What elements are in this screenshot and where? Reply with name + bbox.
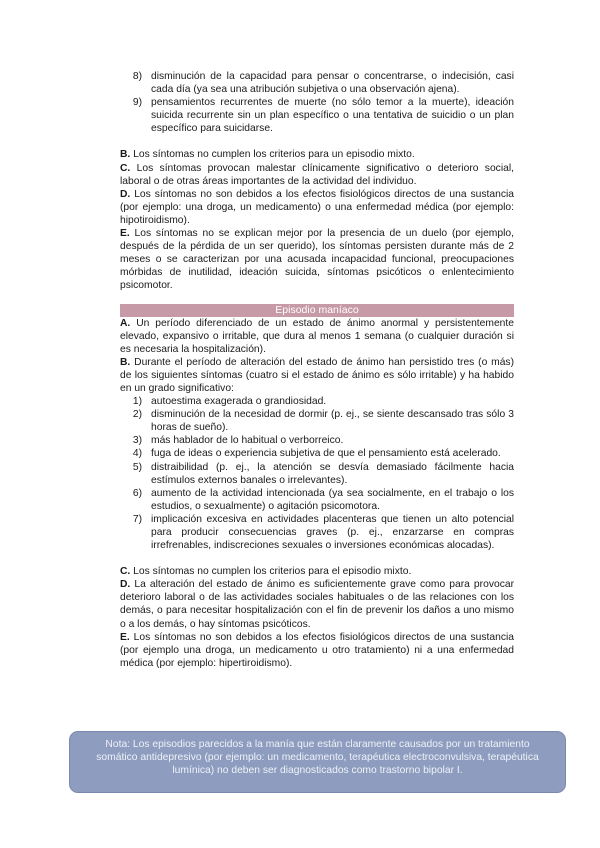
item-number: 9) (132, 97, 142, 109)
list-item: 3) más hablador de lo habitual o verborreico. (132, 435, 344, 447)
list-item (120, 96, 514, 135)
note-text: Nota: Los episodios parecidos a la manía que están claramente causados por un tratamiento somático antidepresivo (por ejemplo: un medicamento, terapéutica electroconvulsiva, terapéutica lumínica) no deben ser diagnosticados como trastorno bipolar I. (96, 739, 539, 777)
list-item (120, 70, 514, 96)
list-item: 1) autoestima exagerada o grandiosidad. (132, 396, 327, 408)
list-item: 5) distraibilidad (p. ej., la atención se desvía demasiado fácilmente hacia estímulos externos banales o irrelevantes). (132, 461, 514, 486)
list-item: 2) disminución de la necesidad de dormir (p. ej., se siente descansado tras sólo 3 horas de sueño). (132, 409, 514, 434)
criterion-paragraph: C. Los síntomas no cumplen los criterios para el episodio mixto. (120, 566, 412, 578)
criterion-paragraph: C. Los síntomas provocan malestar clínicamente significativo o deterioro social, laboral o de otras áreas importantes de la actividad del individuo. (120, 162, 514, 187)
criterion-paragraph: E. Los síntomas no se explican mejor por la presencia de un duelo (por ejemplo, después de la pérdida de un ser querido), los síntomas persisten durante más de 2 meses o se caracterizan por una acusada incapacidad funcional, preocupaciones mórbidas de inutilidad, ideación suicida, síntomas psicóticos o enlentecimiento psicomotor. (120, 228, 514, 292)
criterion-paragraph: D. La alteración del estado de ánimo es suficientemente grave como para provocar deterioro laboral o de las actividades sociales habituales o de las relaciones con los demás, o para necesitar hospitalización con el fin de prevenir los daños a uno mismo o a los demás, o hay síntomas psicóticos. (120, 579, 514, 630)
list-item: 4) fuga de ideas o experiencia subjetiva de que el pensamiento está acelerado. (132, 448, 501, 460)
depressive-symptom-list-continued (120, 70, 514, 135)
note-box (69, 731, 566, 793)
criterion-paragraph: A. Un período diferenciado de un estado de ánimo anormal y persistentemente elevado, expansivo o irritable, que dura al menos 1 semana (o cualquier duración si es necesaria la hospitalización). (120, 317, 514, 355)
document-body (120, 70, 514, 670)
criterion-paragraph: B. Los síntomas no cumplen los criterios para un episodio mixto. (120, 149, 415, 161)
manic-symptom-list (120, 395, 514, 552)
list-item: 7) implicación excesiva en actividades placenteras que tienen un alto potencial para producir consecuencias graves (p. ej., enzarzarse en compras irrefrenables, indiscreciones sexuales o inversiones económicas alocadas). (132, 513, 514, 552)
criterion-paragraph: D. Los síntomas no son debidos a los efectos fisiológicos directos de una sustancia (por ejemplo: una droga, un medicamento) o una enfermedad médica (por ejemplo: hipotiroidismo). (120, 188, 514, 226)
criterion-paragraph: B. Durante el período de alteración del estado de ánimo han persistido tres (o más) de los siguientes síntomas (cuatro si el estado de ánimo es sólo irritable) y ha habido en un grado significativo: (120, 356, 514, 394)
criterion-paragraph: E. Los síntomas no son debidos a los efectos fisiológicos directos de una sustancia (por ejemplo una droga, un medicamento u otro tratamiento) ni a una enfermedad médica (por ejemplo: hipertiroidismo). (120, 631, 514, 669)
item-number: 8) (132, 71, 142, 82)
item-text: disminución de la capacidad para pensar o concentrarse, o indecisión, casi cada día (ya sea una atribución subjetiva o una observación ajena). (151, 71, 514, 96)
section-header-manic-episode: Episodio maníaco (120, 304, 514, 317)
list-item: 6) aumento de la actividad intencionada (ya sea socialmente, en el trabajo o los estudios, o sexualmente) o agitación psicomotora. (132, 487, 514, 512)
item-text: pensamientos recurrentes de muerte (no sólo temor a la muerte), ideación suicida recurrente sin un plan específico o una tentativa de suicidio o un plan específico para suicidarse. (151, 97, 514, 135)
